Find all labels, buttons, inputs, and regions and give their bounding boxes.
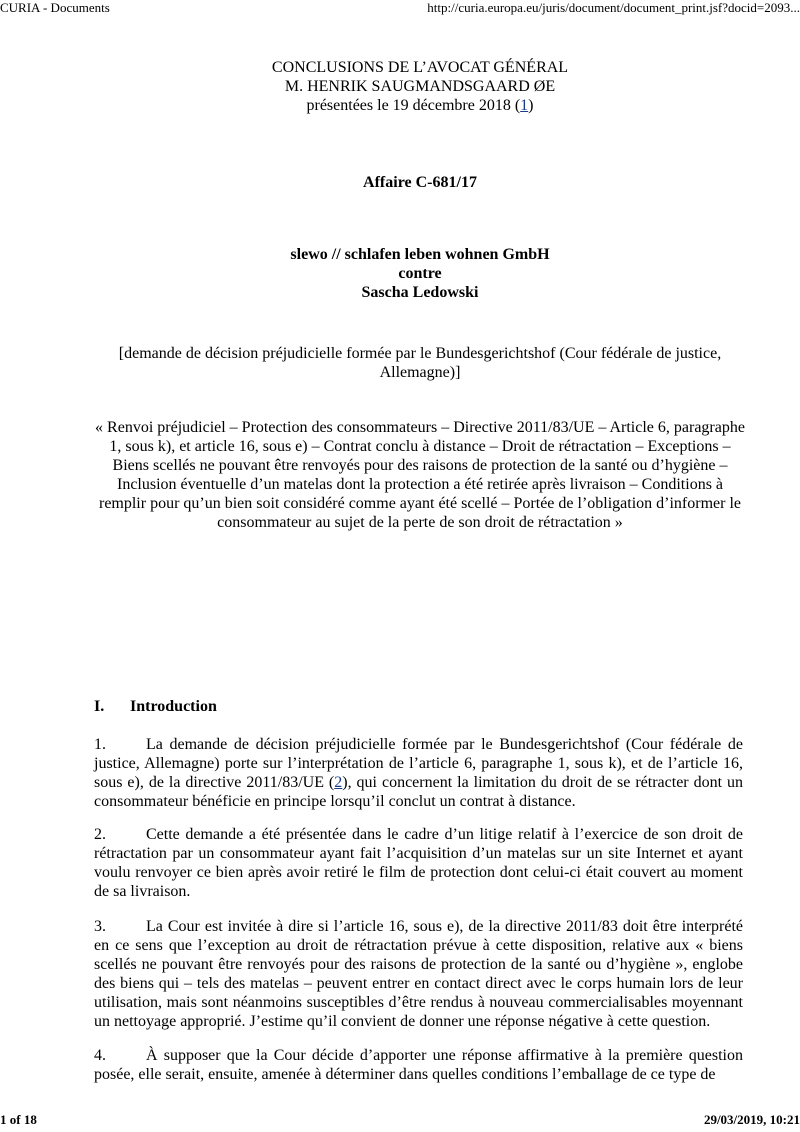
paragraph-2 [94, 825, 743, 901]
paragraph-text: La Cour est invitée à dire si l’article 16, sous e), de la directive 2011/83 doit être interprété en ce sens que l’exception au droit de rétractation prévue à cette disposition, relative aux « biens scellés ne pouvant être renvoyés pour des raisons de protection de la santé ou d’hygiène », englobe des biens qui – tels des matelas – peuvent entrer en contact direct avec le corps humain lors de leur utilisation, mais sont néanmoins susceptibles d’être rendus à nouveau commercialisables moyennant un nettoyage approprié. J’estime qu’il convient de donner une réponse négative à cette question. [94, 918, 743, 1030]
title-line-1: CONCLUSIONS DE L’AVOCAT GÉNÉRAL [271, 59, 569, 76]
section-number: I. [94, 698, 105, 715]
party-versus: contre [398, 265, 442, 282]
paragraph-text: À supposer que la Cour décide d’apporter une réponse affirmative à la première question posée, elle serait, ensuite, amenée à déterminer dans quelles conditions l’emballage de ce type de [94, 1047, 743, 1083]
title-line-3-close: ) [528, 97, 534, 114]
print-header-title: CURIA - Documents [0, 0, 110, 15]
paragraph-text-continued: ), qui concernent la limitation du droit de se rétracter dont un consommateur bénéficie en principe lorsqu’il conclut un contrat à distance. [94, 774, 744, 810]
print-footer-page: 1 of 18 [0, 1112, 37, 1127]
print-header-url: http://curia.europa.eu/juris/document/document_print.jsf?docid=2093... [427, 0, 800, 15]
paragraph-3 [94, 917, 743, 1031]
party-applicant: slewo // schlafen leben wohnen GmbH [290, 246, 550, 263]
paragraph-text: La demande de décision préjudicielle formée par le Bundesgerichtshof (Cour fédérale de justice, Allemagne) porte sur l’interprétation de l’article 6, paragraphe 1, sous k), et de l’article 16, sous e), de la directive 2011/83/UE ( [94, 736, 743, 791]
party-defendant: Sascha Ledowski [361, 284, 479, 301]
paragraph-4 [94, 1046, 743, 1084]
paragraph-number: 3. [94, 918, 106, 935]
paragraph-1 [94, 735, 743, 811]
paragraph-text: Cette demande a été présentée dans le cadre d’un litige relatif à l’exercice de son droit de rétractation par un consommateur ayant fait l’acquisition d’un matelas sur un site Internet et ayant voulu renvoyer ce bien après avoir retiré le film de protection dont celui-ci était couvert au moment de sa livraison. [94, 826, 743, 900]
paragraph-number: 1. [94, 736, 106, 753]
footnote-link-2[interactable]: 2 [334, 774, 343, 791]
paragraph-number: 2. [94, 826, 106, 843]
presentation-date: présentées le 19 décembre 2018 ( [306, 97, 521, 114]
case-number: Affaire C-681/17 [363, 174, 477, 191]
title-line-2: M. HENRIK SAUGMANDSGAARD ØE [284, 78, 556, 95]
paragraph-number: 4. [94, 1047, 106, 1064]
title-line-3 [80, 96, 760, 115]
title-block [80, 58, 760, 115]
section-heading [94, 697, 217, 716]
preliminary-request: [demande de décision préjudicielle formée par le Bundesgerichtshof (Cour fédérale de justice, Allemagne)] [118, 345, 722, 381]
parties-block [80, 245, 760, 302]
section-title: Introduction [130, 698, 217, 715]
keywords-summary: « Renvoi préjudiciel – Protection des consommateurs – Directive 2011/83/UE – Article 6, paragraphe 1, sous k), et article 16, sous e) – Contrat conclu à distance – Droit de rétractation – Exceptions – Biens scellés ne pouvant être renvoyés pour des raisons de protection de la santé ou d’hygiène – Inclusion éventuelle d’un matelas dont la protection a été retirée après livraison – Conditions à remplir pour qu’un bien soit considéré comme ayant été scellé – Portée de l’obligation d’informer le consommateur au sujet de la perte de son droit de rétractation » [95, 419, 745, 531]
footnote-link-1[interactable]: 1 [520, 97, 529, 114]
print-footer-datetime: 29/03/2019, 10:21 [703, 1112, 800, 1127]
